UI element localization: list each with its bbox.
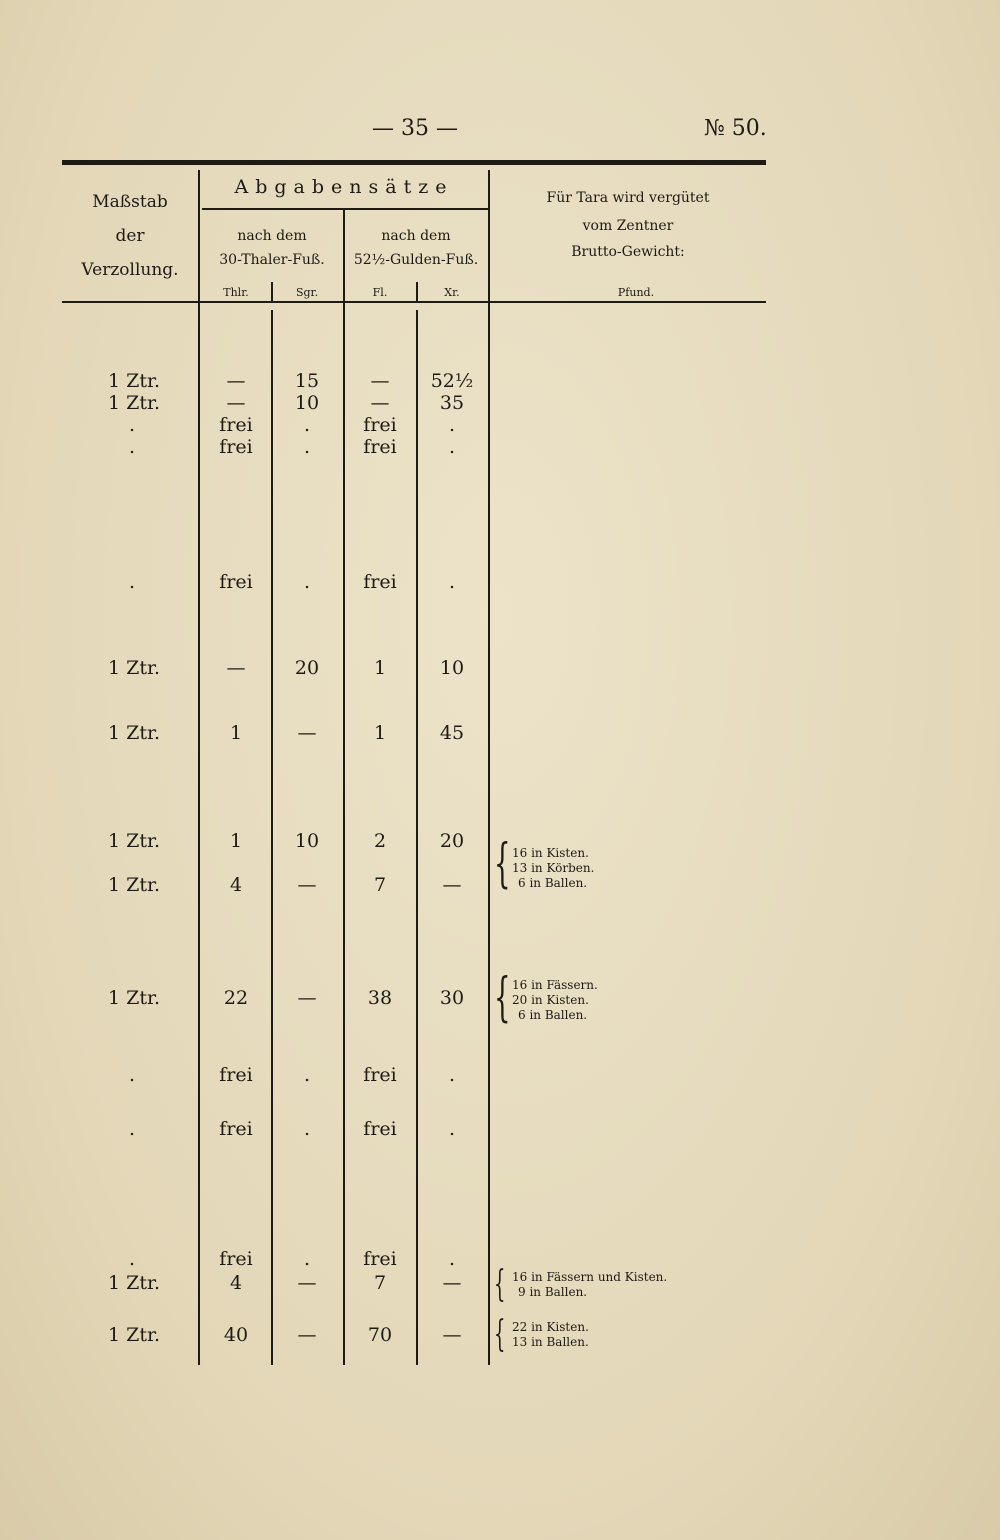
header-sub2-line1: nach dem bbox=[381, 228, 451, 244]
header-tare-line3: Brutto-Gewicht: bbox=[571, 244, 685, 260]
row-7-sgr: — bbox=[297, 722, 317, 744]
tare-3-line2: 9 in Ballen. bbox=[518, 1285, 588, 1299]
row-13-sgr: . bbox=[303, 1248, 311, 1270]
row-2-fl: — bbox=[370, 392, 390, 414]
row-11-sgr: . bbox=[303, 1064, 311, 1086]
tare-2-line2: 20 in Kisten. bbox=[512, 993, 589, 1007]
row-11-massstab: . bbox=[128, 1064, 135, 1086]
row-7-fl: 1 bbox=[373, 722, 387, 744]
row-9-fl: 7 bbox=[373, 874, 387, 896]
header-abgabensaetze: Abgabensätze bbox=[234, 176, 454, 198]
row-11-fl: frei bbox=[363, 1064, 397, 1086]
row-2-massstab: 1 Ztr. bbox=[108, 392, 160, 414]
row-9-massstab: 1 Ztr. bbox=[108, 874, 160, 896]
row-6-xr: 10 bbox=[439, 657, 465, 679]
tare-3-line1: 16 in Fässern und Kisten. bbox=[512, 1270, 668, 1284]
vline-3 bbox=[343, 208, 345, 1365]
brace-icon: { bbox=[494, 1314, 506, 1355]
tare-2-line1: 16 in Fässern. bbox=[512, 978, 598, 992]
row-14-massstab: 1 Ztr. bbox=[108, 1272, 160, 1294]
row-5-thlr: frei bbox=[219, 571, 253, 593]
row-10-thlr: 22 bbox=[223, 987, 249, 1009]
row-4-sgr: . bbox=[303, 436, 311, 458]
tare-4-line2: 13 in Ballen. bbox=[512, 1335, 589, 1349]
row-1-thlr: — bbox=[226, 370, 246, 392]
unit-fl: Fl. bbox=[372, 286, 388, 299]
row-7-massstab: 1 Ztr. bbox=[108, 722, 160, 744]
header-der: der bbox=[115, 226, 145, 246]
row-11-xr: . bbox=[448, 1064, 456, 1086]
row-14-fl: 7 bbox=[373, 1272, 387, 1294]
header-verzollung: Verzollung. bbox=[81, 260, 179, 280]
row-8-sgr: 10 bbox=[294, 830, 320, 852]
row-7-xr: 45 bbox=[439, 722, 465, 744]
header-sub2-line2: 52½-Gulden-Fuß. bbox=[353, 252, 479, 268]
row-8-thlr: 1 bbox=[229, 830, 243, 852]
vline-5 bbox=[488, 170, 490, 1365]
row-8-xr: 20 bbox=[439, 830, 465, 852]
row-10-xr: 30 bbox=[439, 987, 465, 1009]
row-3-sgr: . bbox=[303, 414, 311, 436]
row-3-fl: frei bbox=[363, 414, 397, 436]
row-8-fl: 2 bbox=[373, 830, 387, 852]
tare-2-line3: 6 in Ballen. bbox=[518, 1008, 588, 1022]
row-5-massstab: . bbox=[128, 571, 135, 593]
row-6-thlr: — bbox=[226, 657, 246, 679]
row-2-sgr: 10 bbox=[294, 392, 320, 414]
unit-thlr: Thlr. bbox=[223, 286, 249, 299]
vline-1 bbox=[198, 170, 200, 1365]
row-9-sgr: — bbox=[297, 874, 317, 896]
row-11-thlr: frei bbox=[219, 1064, 253, 1086]
group-rule bbox=[202, 208, 488, 210]
row-1-massstab: 1 Ztr. bbox=[108, 370, 160, 392]
row-15-massstab: 1 Ztr. bbox=[108, 1324, 160, 1346]
page-number: — 35 — bbox=[372, 116, 458, 141]
row-7-thlr: 1 bbox=[229, 722, 243, 744]
row-15-fl: 70 bbox=[367, 1324, 393, 1346]
header-tare-line1: Für Tara wird vergütet bbox=[546, 190, 710, 206]
row-6-sgr: 20 bbox=[294, 657, 320, 679]
row-4-fl: frei bbox=[363, 436, 397, 458]
row-12-fl: frei bbox=[363, 1118, 397, 1140]
row-10-fl: 38 bbox=[367, 987, 393, 1009]
header-bottom-rule bbox=[62, 301, 766, 303]
tare-1-line2: 13 in Körben. bbox=[512, 861, 595, 875]
row-12-thlr: frei bbox=[219, 1118, 253, 1140]
header-massstab: Maßstab bbox=[92, 192, 168, 212]
vline-unit-1 bbox=[271, 282, 273, 302]
row-14-sgr: — bbox=[297, 1272, 317, 1294]
row-8-massstab: 1 Ztr. bbox=[108, 830, 160, 852]
row-13-massstab: . bbox=[128, 1248, 135, 1270]
unit-sgr: Sgr. bbox=[295, 286, 319, 299]
row-2-xr: 35 bbox=[439, 392, 465, 414]
unit-pfund: Pfund. bbox=[617, 286, 655, 299]
brace-icon: { bbox=[494, 968, 511, 1028]
document-number: № 50. bbox=[704, 116, 767, 141]
row-15-xr: — bbox=[442, 1324, 462, 1346]
row-2-thlr: — bbox=[226, 392, 246, 414]
row-13-fl: frei bbox=[363, 1248, 397, 1270]
header-sub1-line2: 30-Thaler-Fuß. bbox=[219, 252, 325, 268]
row-6-fl: 1 bbox=[373, 657, 387, 679]
row-13-xr: . bbox=[448, 1248, 456, 1270]
row-9-thlr: 4 bbox=[229, 874, 243, 896]
row-15-sgr: — bbox=[297, 1324, 317, 1346]
row-4-xr: . bbox=[448, 436, 456, 458]
row-4-massstab: . bbox=[128, 436, 135, 458]
row-6-massstab: 1 Ztr. bbox=[108, 657, 160, 679]
row-14-thlr: 4 bbox=[229, 1272, 243, 1294]
header-tare-line2: vom Zentner bbox=[582, 218, 674, 234]
row-14-xr: — bbox=[442, 1272, 462, 1294]
row-1-xr: 52½ bbox=[430, 370, 474, 392]
row-13-thlr: frei bbox=[219, 1248, 253, 1270]
brace-icon: { bbox=[494, 834, 511, 894]
vline-2 bbox=[271, 310, 273, 1365]
row-1-fl: — bbox=[370, 370, 390, 392]
row-12-xr: . bbox=[448, 1118, 456, 1140]
row-10-sgr: — bbox=[297, 987, 317, 1009]
vline-4 bbox=[416, 310, 418, 1365]
tare-1-line3: 6 in Ballen. bbox=[518, 876, 588, 890]
row-9-xr: — bbox=[442, 874, 462, 896]
row-3-massstab: . bbox=[128, 414, 135, 436]
tare-1-line1: 16 in Kisten. bbox=[512, 846, 589, 860]
row-12-sgr: . bbox=[303, 1118, 311, 1140]
row-10-massstab: 1 Ztr. bbox=[108, 987, 160, 1009]
row-3-thlr: frei bbox=[219, 414, 253, 436]
row-1-sgr: 15 bbox=[294, 370, 320, 392]
row-5-xr: . bbox=[448, 571, 456, 593]
row-5-sgr: . bbox=[303, 571, 311, 593]
tare-4-line1: 22 in Kisten. bbox=[512, 1320, 589, 1334]
vline-unit-2 bbox=[416, 282, 418, 302]
brace-icon: { bbox=[494, 1264, 506, 1305]
unit-xr: Xr. bbox=[444, 286, 460, 299]
row-15-thlr: 40 bbox=[223, 1324, 249, 1346]
top-rule bbox=[62, 160, 766, 165]
row-3-xr: . bbox=[448, 414, 456, 436]
row-5-fl: frei bbox=[363, 571, 397, 593]
row-12-massstab: . bbox=[128, 1118, 135, 1140]
row-4-thlr: frei bbox=[219, 436, 253, 458]
header-sub1-line1: nach dem bbox=[237, 228, 307, 244]
